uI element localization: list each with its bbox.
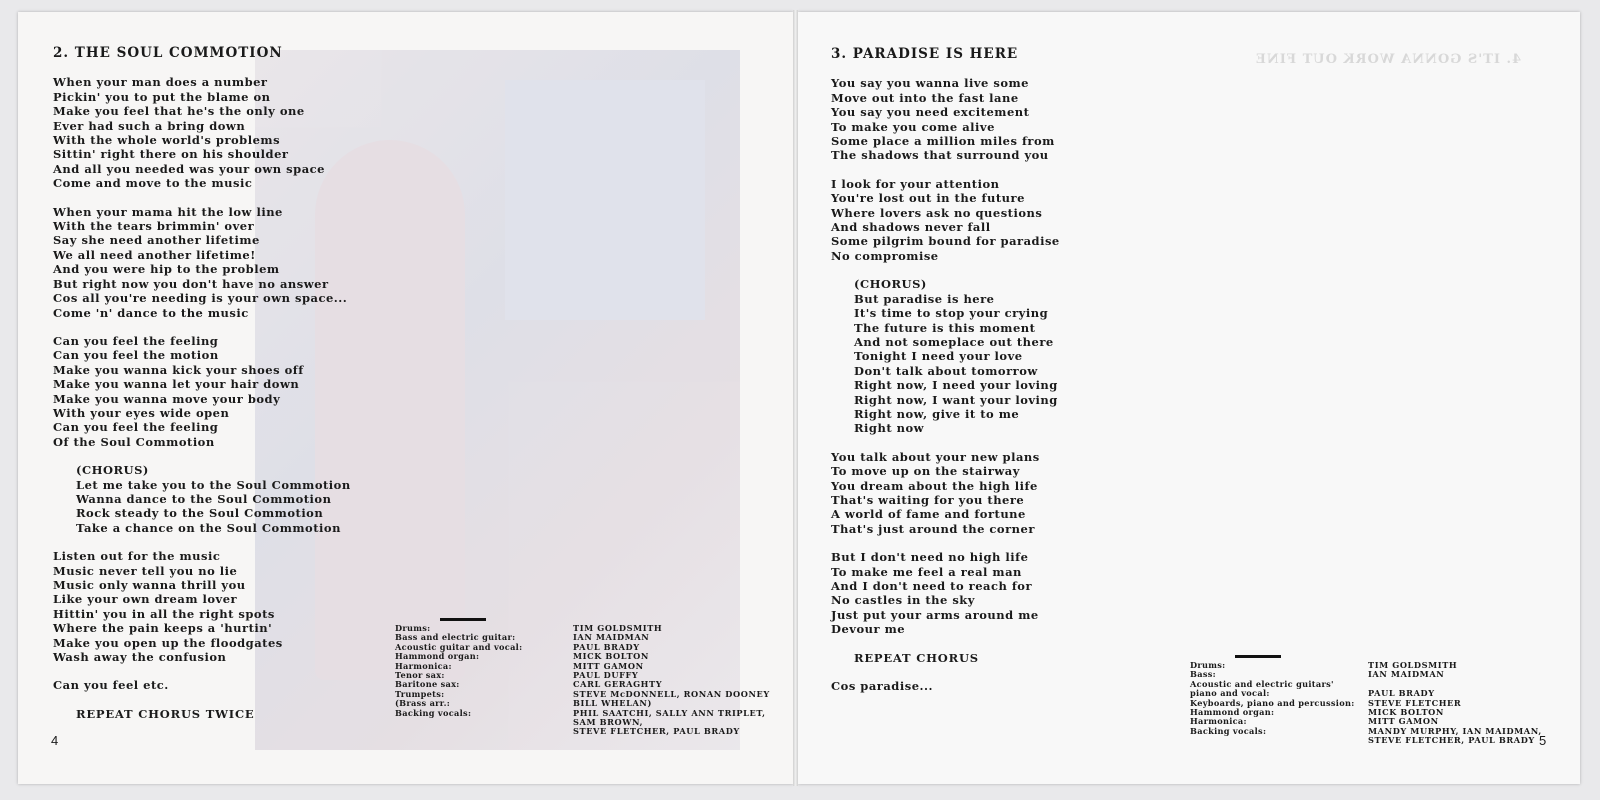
chorus-line: Don't talk about tomorrow	[854, 363, 1038, 378]
credit-names	[1368, 661, 1542, 746]
credit-name: MICK BOLTON	[573, 651, 649, 662]
credits-rule	[1235, 655, 1281, 658]
chorus-line: Right now, give it to me	[854, 406, 1020, 421]
stanza	[53, 75, 351, 190]
credit-name: MANDY MURPHY, IAN MAIDMAN,	[1368, 725, 1542, 736]
stanza	[831, 76, 1060, 162]
lyric-line: Of the Soul Commotion	[53, 434, 215, 449]
credit-name: STEVE FLETCHER, PAUL BRADY	[1368, 735, 1535, 746]
credit-label	[395, 718, 573, 727]
lyric-line: Wash away the confusion	[53, 650, 227, 665]
lyric-line: And all you needed was your own space	[53, 161, 325, 176]
lyric-line: And I don't need to reach for	[831, 579, 1033, 593]
lyric-line: Come 'n' dance to the music	[53, 305, 249, 320]
credit-label: Hammond organ:	[395, 651, 480, 662]
lyric-line: We all need another lifetime!	[53, 247, 256, 262]
credit-name: PHIL SAATCHI, SALLY ANN TRIPLET,	[573, 707, 766, 718]
lyric-line: Just put your arms around me	[831, 607, 1039, 622]
chorus-line: It's time to stop your crying	[854, 306, 1049, 321]
song-title-paradise-is-here: 3. PARADISE IS HERE	[831, 46, 1019, 62]
booklet-spine	[793, 10, 798, 786]
credit-name: IAN MAIDMAN	[1368, 669, 1445, 680]
lyric-line: You say you need excitement	[831, 105, 1030, 120]
left-credits	[395, 624, 770, 737]
right-lyrics	[831, 47, 1060, 693]
lyric-line: Can you feel the motion	[53, 348, 219, 363]
lyric-line: Where lovers ask no questions	[831, 205, 1043, 220]
stanza	[53, 334, 351, 449]
lyric-line: Make you open up the floodgates	[53, 635, 283, 650]
credit-name: TIM GOLDSMITH	[573, 623, 663, 633]
credit-name: PAUL BRADY	[573, 641, 640, 652]
credit-label: Keyboards, piano and percussion:	[1190, 697, 1355, 708]
stanza	[53, 205, 351, 320]
credit-label: Bass:	[1190, 669, 1216, 680]
lyric-line: But right now you don't have no answer	[53, 276, 329, 291]
lyric-line: With the whole world's problems	[53, 133, 281, 148]
chorus-line: The future is this moment	[854, 320, 1036, 335]
lyric-line: Ever had such a bring down	[53, 118, 246, 133]
credit-name: TIM GOLDSMITH	[1368, 660, 1458, 670]
lyric-line: Can you feel etc.	[53, 678, 169, 693]
lyric-line: Devour me	[831, 622, 906, 637]
lyric-line: Hittin' you in all the right spots	[53, 606, 275, 621]
chorus-line: Rock steady to the Soul Commotion	[76, 506, 324, 521]
credit-label: Drums:	[395, 623, 431, 633]
credit-name: IAN MAIDMAN	[573, 632, 650, 643]
lyric-line: That's just around the corner	[831, 521, 1035, 536]
credit-label: Trumpets:	[395, 688, 445, 699]
credit-name: PAUL BRADY	[1368, 688, 1435, 699]
lyric-line: A world of fame and fortune	[831, 507, 1026, 522]
lyric-line: Say she need another lifetime	[53, 233, 260, 248]
lyric-line: You say you wanna live some	[831, 76, 1029, 91]
lyric-line: Some pilgrim bound for paradise	[831, 234, 1060, 249]
lyric-line: Can you feel the feeling	[53, 333, 219, 348]
page-number-left: 4	[51, 733, 59, 748]
lyric-line: You talk about your new plans	[831, 449, 1040, 464]
credit-name: STEVE FLETCHER	[1368, 697, 1462, 708]
lyric-line: That's waiting for you there	[831, 492, 1025, 507]
credit-labels	[395, 624, 573, 737]
outro-line: Cos paradise...	[831, 679, 934, 694]
lyric-line: Pickin' you to put the blame on	[53, 89, 271, 104]
credit-label: Tenor sax:	[395, 670, 445, 681]
credit-label: Acoustic and electric guitars'	[1190, 678, 1334, 689]
artwork-panel	[505, 80, 705, 320]
chorus-line: Wanna dance to the Soul Commotion	[76, 491, 332, 506]
chorus-line: Tonight I need your love	[854, 349, 1023, 364]
lyric-line: Some place a million miles from	[831, 134, 1055, 149]
credit-labels	[1190, 661, 1368, 746]
chorus-line: (CHORUS)	[76, 463, 149, 478]
lyric-line: And shadows never fall	[831, 220, 991, 235]
left-lyrics	[53, 46, 351, 721]
right-credits	[1190, 661, 1542, 746]
lyric-line: No castles in the sky	[831, 593, 975, 608]
lyric-line: You're lost out in the future	[831, 191, 1025, 206]
chorus-line: Take a chance on the Soul Commotion	[76, 520, 341, 535]
lyric-line: And you were hip to the problem	[53, 262, 280, 277]
credit-label: (Brass arr.:	[395, 698, 451, 709]
chorus-line: But paradise is here	[854, 291, 995, 306]
repeat-chorus-note: REPEAT CHORUS	[854, 650, 979, 665]
credit-name: STEVE FLETCHER, PAUL BRADY	[573, 726, 740, 737]
lyric-line: To make you come alive	[831, 119, 995, 134]
lyric-line: With the tears brimmin' over	[53, 219, 255, 234]
credit-label: Acoustic guitar and vocal:	[395, 641, 523, 652]
lyric-line: Come and move to the music	[53, 176, 253, 191]
show-through-title: 4. IT'S GONNA WORK OUT FINE	[1255, 52, 1522, 67]
lyric-line: You dream about the high life	[831, 478, 1038, 493]
repeat-chorus-note: REPEAT CHORUS TWICE	[76, 706, 255, 721]
credit-label: Hammond organ:	[1190, 707, 1275, 718]
credit-name: MICK BOLTON	[1368, 707, 1444, 718]
lyric-line: When your mama hit the low line	[53, 204, 283, 219]
chorus-block	[53, 463, 351, 535]
credit-label: piano and vocal:	[1190, 688, 1270, 699]
credit-name: BILL WHELAN)	[573, 698, 652, 709]
chorus-line: Right now, I need your loving	[854, 378, 1058, 393]
credit-label: Backing vocals:	[1190, 725, 1267, 736]
lyric-line: Make you wanna kick your shoes off	[53, 362, 304, 377]
song-title-soul-commotion: 2. THE SOUL COMMOTION	[53, 45, 283, 61]
lyric-line: Cos all you're needing is your own space...	[53, 291, 348, 306]
credit-name: STEVE McDONNELL, RONAN DOONEY	[573, 688, 770, 699]
stanza	[831, 550, 1060, 636]
lyric-line: The shadows that surround you	[831, 148, 1049, 163]
credits-rule	[440, 618, 486, 621]
stanza	[53, 678, 351, 692]
lyric-line: Sittin' right there on his shoulder	[53, 147, 289, 162]
chorus-line: Right now	[854, 421, 925, 436]
lyric-line: With your eyes wide open	[53, 405, 230, 420]
credit-name: SAM BROWN,	[573, 717, 644, 728]
credit-name: CARL GERAGHTY	[573, 679, 663, 690]
credit-label: Harmonica:	[395, 660, 452, 671]
credit-name: PAUL DUFFY	[573, 670, 639, 681]
lyric-line: Move out into the fast lane	[831, 90, 1019, 105]
chorus-line: And not someplace out there	[854, 334, 1054, 349]
lyric-line: To make me feel a real man	[831, 564, 1022, 579]
lyric-line: Where the pain keeps a 'hurtin'	[53, 621, 273, 636]
page-number-right: 5	[1539, 733, 1547, 748]
lyric-line: Like your own dream lover	[53, 592, 238, 607]
stanza	[53, 549, 351, 664]
credit-label: Backing vocals:	[395, 707, 472, 718]
credit-label: Bass and electric guitar:	[395, 632, 516, 643]
credit-name: MITT GAMON	[1368, 716, 1439, 727]
lyric-line: To move up on the stairway	[831, 464, 1020, 479]
chorus-line: Right now, I want your loving	[854, 392, 1058, 407]
stanza	[831, 177, 1060, 263]
credit-label: Drums:	[1190, 660, 1226, 670]
lyric-line: Music only wanna thrill you	[53, 578, 246, 592]
lyric-line: Can you feel the feeling	[53, 420, 219, 435]
stanza	[831, 450, 1060, 536]
lyric-line: Make you wanna move your body	[53, 391, 281, 406]
lyric-line: Make you feel that he's the only one	[53, 104, 305, 119]
chorus-line: (CHORUS)	[854, 277, 927, 292]
chorus-block	[831, 277, 1060, 435]
lyric-line: Make you wanna let your hair down	[53, 377, 300, 392]
lyric-line: I look for your attention	[831, 176, 1000, 191]
lyric-line: Listen out for the music	[53, 549, 221, 564]
credit-names	[573, 624, 770, 737]
lyric-line: No compromise	[831, 248, 939, 263]
credit-label: Baritone sax:	[395, 679, 460, 690]
chorus-line: Let me take you to the Soul Commotion	[76, 477, 351, 492]
lyric-line: But I don't need no high life	[831, 550, 1029, 565]
credit-label: Harmonica:	[1190, 716, 1247, 727]
lyric-line: Music never tell you no lie	[53, 563, 238, 578]
credit-name: MITT GAMON	[573, 660, 644, 671]
lyric-line: When your man does a number	[53, 75, 268, 90]
